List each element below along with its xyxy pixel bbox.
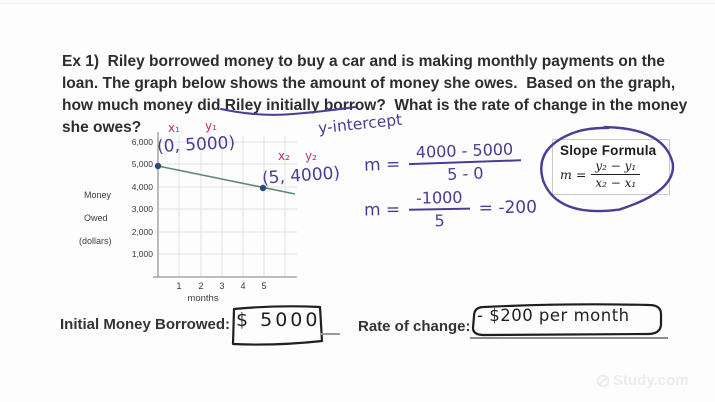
point2-label: (5, 4000) [261,163,341,189]
problem-line-2: loan. The graph below shows the amount of money she owes. Based on the graph, [62,75,676,92]
y-intercept-label: y-intercept [317,110,403,138]
slope-equation-1 [363,139,521,186]
y2-label: y₂ [305,149,317,163]
formula-denominator: x₂ − x₁ [595,176,637,190]
slope-formula-title: Slope Formula [560,143,657,158]
problem-line-4: she owes? [62,119,142,136]
formula-numerator: y₂ − y₁ [591,159,640,175]
eq2-denominator: 5 [434,211,445,231]
x1-label: x₁ [168,121,180,135]
y-tick-2000: 2,000 [131,227,153,237]
y-tick-3000: 3,000 [131,204,153,214]
rate-of-change-value: - $200 per month [477,306,630,325]
circle-annotation [536,124,678,216]
eq1-numerator: 4000 - 5000 [409,139,521,165]
initial-borrowed-value: $ 5000 [236,309,321,331]
eq1-denominator: 5 - 0 [446,163,484,184]
y-tick-6000: 6,000 [131,137,153,147]
x-tick-3: 3 [219,281,225,291]
eq2-fraction [409,188,470,231]
x-tick-4: 4 [240,281,246,291]
x-axis-title: months [187,293,219,304]
rate-of-change-label: Rate of change: [358,318,471,335]
rate-blank-line [470,337,668,339]
x-tick-2: 2 [198,281,204,291]
eq1-lhs: m = [363,154,401,176]
watermark [596,372,689,389]
studycom-logo-icon [596,374,610,388]
y-tick-5000: 5,000 [131,159,153,169]
x-tick-1: 1 [176,281,182,291]
point1-label: (0, 5000) [156,132,236,158]
y-axis-title-dollars: (dollars) [79,236,112,246]
initial-blank-line [320,333,340,335]
x2-label: x₂ [278,149,290,163]
slope-equation-2 [364,186,538,231]
x-tick-5: 5 [261,281,267,291]
y-axis-title-money: Money [84,190,112,200]
data-point-0-5000 [155,163,161,169]
y-axis-title-owed: Owed [84,213,108,223]
eq2-lhs: m = [363,199,401,221]
formula-lhs: m = [560,167,587,182]
top-hairline [0,3,715,4]
y-tick-1000: 1,000 [131,249,153,259]
underline-stroke [218,104,358,118]
problem-line-1: Ex 1) Riley borrowed money to buy a car and is making monthly payments on the [62,53,665,70]
eq2-numerator: -1000 [409,188,470,211]
initial-borrowed-label: Initial Money Borrowed: [60,316,231,333]
y-tick-4000: 4,000 [131,182,153,192]
y1-label: y₁ [205,119,217,133]
eq2-result: = -200 [478,197,538,219]
problem-line-3: how much money did Riley initially borrow? What is the rate of change in the money [62,97,688,114]
watermark-text: Study.com [613,372,689,389]
eq1-fraction [409,139,522,185]
